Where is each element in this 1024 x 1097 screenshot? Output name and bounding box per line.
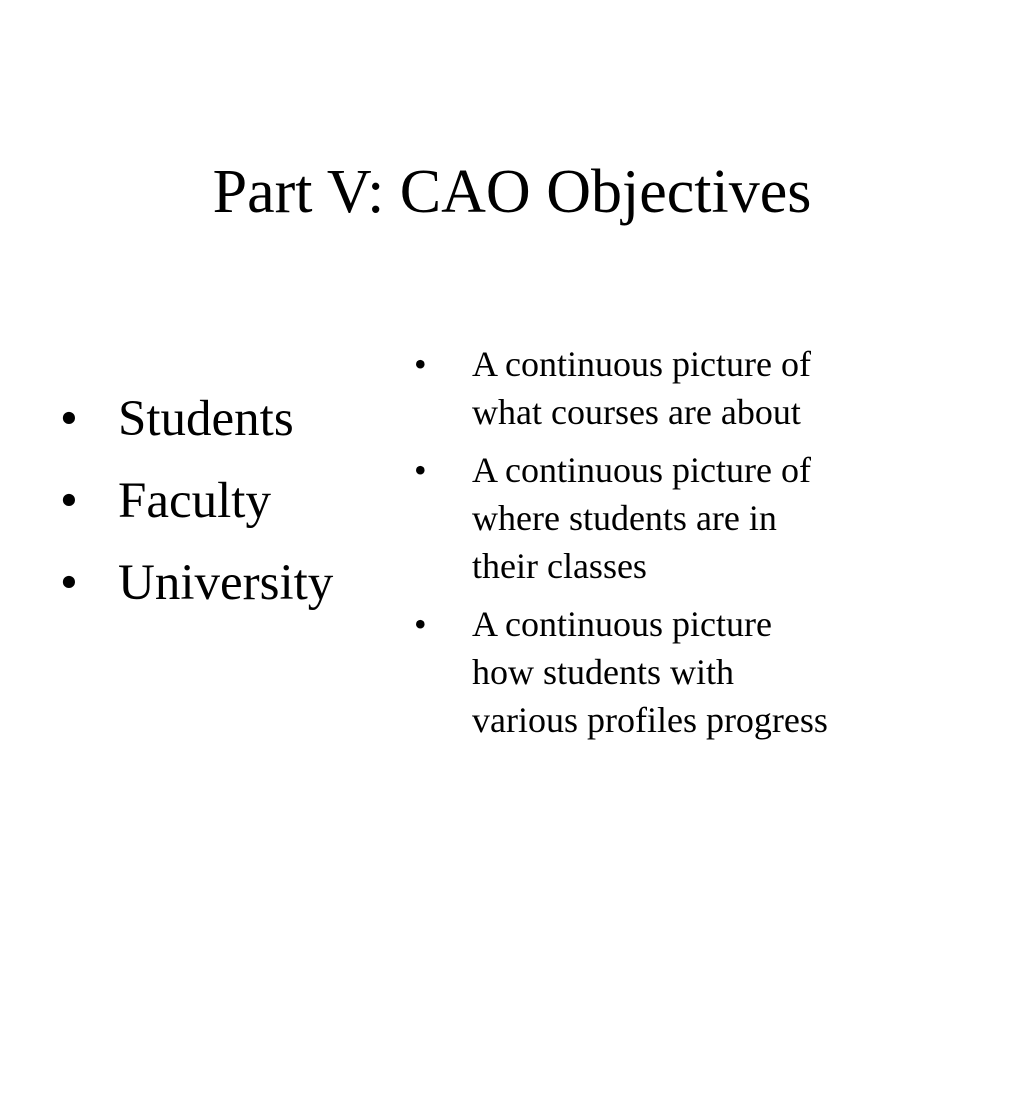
bullet-icon: •	[60, 391, 78, 447]
list-item-label: A continuous picture of what courses are about	[472, 344, 811, 432]
list-item-label: Students	[118, 391, 294, 447]
list-item-faculty	[60, 460, 333, 542]
slide-title: Part V: CAO Objectives	[212, 158, 812, 226]
list-item-label: University	[118, 555, 334, 611]
list-item-students	[60, 378, 333, 460]
bullet-icon: •	[60, 555, 78, 611]
bullet-icon: •	[414, 344, 427, 384]
bullet-icon: •	[414, 604, 427, 644]
stakeholder-list	[60, 378, 333, 624]
objectives-list	[414, 340, 834, 754]
list-item-university	[60, 542, 333, 624]
list-item-courses-picture	[414, 340, 834, 436]
bullet-icon: •	[60, 473, 78, 529]
list-item-students-picture	[414, 446, 834, 590]
list-item-label: A continuous picture how students with various profiles progress	[472, 604, 828, 740]
list-item-label: A continuous picture of where students are in their classes	[472, 450, 811, 586]
list-item-label: Faculty	[118, 473, 271, 529]
bullet-icon: •	[414, 450, 427, 490]
list-item-progress-picture	[414, 600, 834, 744]
